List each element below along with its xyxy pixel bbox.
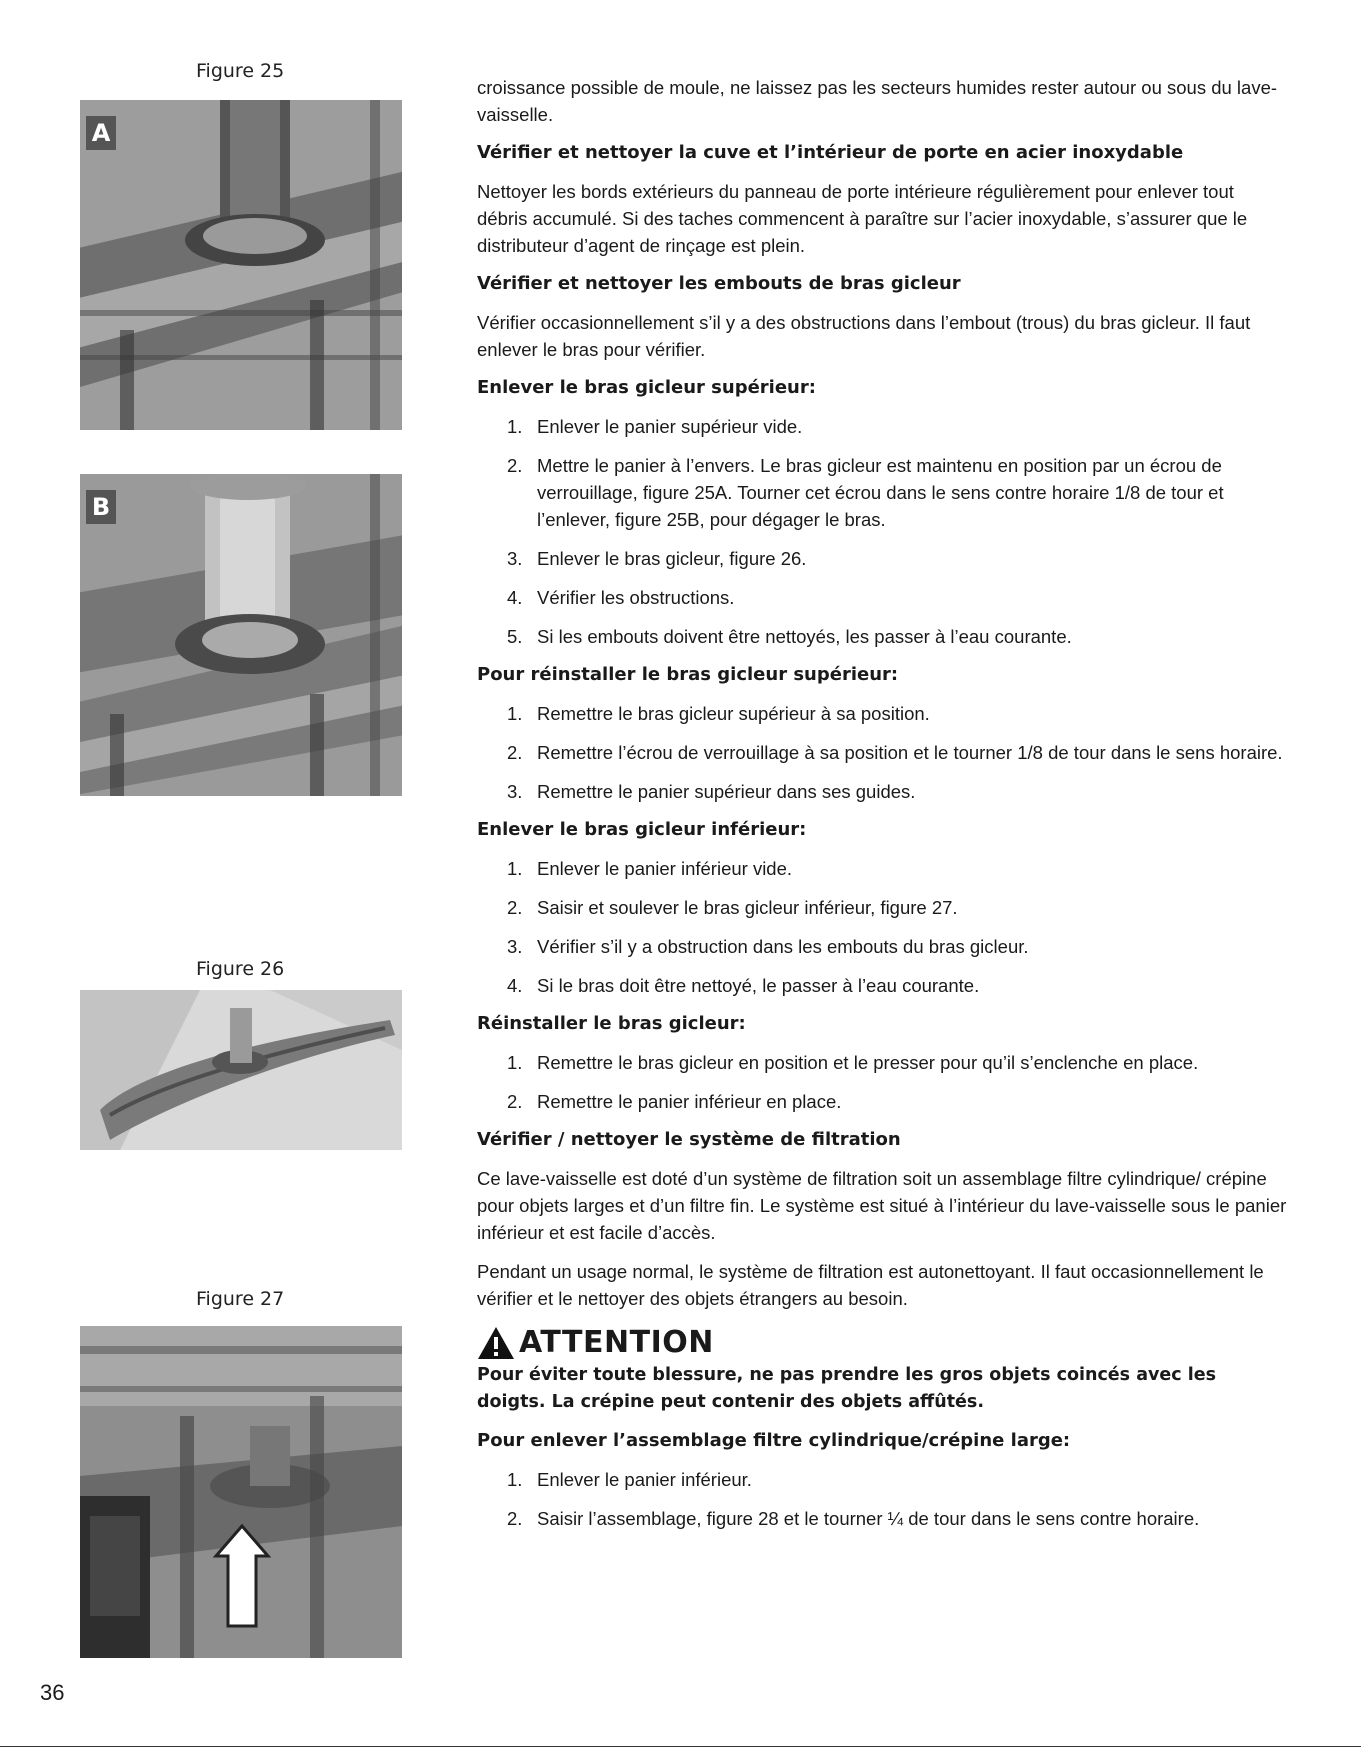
list-item: [477, 1049, 1287, 1076]
list-item: [477, 855, 1287, 882]
heading-embouts: Vérifier et nettoyer les embouts de bras gicleur: [477, 273, 961, 294]
step-text: Enlever le panier inférieur vide.: [537, 858, 793, 879]
step-number: 2.: [507, 1508, 523, 1529]
paragraph-embouts: Vérifier occasionnellement s’il y a des obstructions dans l’embout (trous) du bras gicleur. Il faut enlever le bras pour vérifier.: [477, 312, 1251, 360]
list-item: [477, 1088, 1287, 1115]
list-item: [477, 1505, 1287, 1532]
figure-25b-photo: [80, 474, 402, 796]
figure-27-photo: [80, 1326, 402, 1658]
intro-paragraph: croissance possible de moule, ne laissez pas les secteurs humides rester autour ou sous du lave-vaisselle.: [477, 77, 1278, 125]
paragraph-cuve-inox: Nettoyer les bords extérieurs du panneau de porte intérieure régulièrement pour enlever tout débris accumulé. Si des taches commencent à paraître sur l’acier inoxydable, s’assurer que le distributeur d’agent de rinçage est plein.: [477, 181, 1248, 256]
step-text: Remettre l’écrou de verrouillage à sa position et le tourner 1/8 de tour dans le sens horaire.: [537, 742, 1283, 763]
figure-26-photo: [80, 990, 402, 1150]
figure-25b-letter: B: [86, 490, 116, 524]
heading-filtration: Vérifier / nettoyer le système de filtration: [477, 1129, 901, 1150]
warning-triangle-icon: [477, 1326, 515, 1360]
attention-title: ATTENTION: [519, 1325, 714, 1360]
list-item: [477, 584, 1287, 611]
list-item: [477, 933, 1287, 960]
step-text: Remettre le bras gicleur supérieur à sa position.: [537, 703, 930, 724]
attention-text: Pour éviter toute blessure, ne pas prendre les gros objets coincés avec les doigts. La crépine peut contenir des objets affûtés.: [477, 1365, 1217, 1412]
heading-reinstaller-bras: Réinstaller le bras gicleur:: [477, 1013, 746, 1034]
step-text: Remettre le panier supérieur dans ses guides.: [537, 781, 916, 802]
step-text: Si le bras doit être nettoyé, le passer à l’eau courante.: [537, 975, 980, 996]
list-item: [477, 452, 1287, 533]
step-number: 3.: [507, 548, 523, 569]
heading-cuve-inox: Vérifier et nettoyer la cuve et l’intérieur de porte en acier inoxydable: [477, 142, 1184, 163]
list-item: [477, 545, 1287, 572]
page-number: 36: [40, 1680, 65, 1705]
list-item: [477, 1466, 1287, 1493]
step-text: Saisir et soulever le bras gicleur inférieur, figure 27.: [537, 897, 958, 918]
step-text: Enlever le bras gicleur, figure 26.: [537, 548, 807, 569]
list-item: [477, 972, 1287, 999]
attention-heading: [477, 1324, 1287, 1362]
steps-reinstaller-bras: [477, 1049, 1287, 1115]
step-text: Vérifier s’il y a obstruction dans les embouts du bras gicleur.: [537, 936, 1029, 957]
heading-enlever-filtre: Pour enlever l’assemblage filtre cylindrique/crépine large:: [477, 1430, 1071, 1451]
steps-reinstaller-superieur: [477, 700, 1287, 805]
list-item: [477, 894, 1287, 921]
step-number: 2.: [507, 455, 523, 476]
figure-26-label: Figure 26: [196, 958, 285, 980]
figure-25a-letter: A: [86, 116, 116, 150]
step-number: 1.: [507, 1052, 523, 1073]
step-text: Remettre le panier inférieur en place.: [537, 1091, 842, 1112]
step-number: 4.: [507, 975, 523, 996]
list-item: [477, 700, 1287, 727]
list-item: [477, 739, 1287, 766]
list-item: [477, 413, 1287, 440]
step-number: 4.: [507, 587, 523, 608]
step-text: Enlever le panier inférieur.: [537, 1469, 752, 1490]
main-text-column: [477, 74, 1287, 1544]
heading-reinstaller-superieur: Pour réinstaller le bras gicleur supérieur:: [477, 664, 899, 685]
step-number: 2.: [507, 742, 523, 763]
list-item: [477, 778, 1287, 805]
figure-25a-photo: [80, 100, 402, 430]
step-number: 2.: [507, 1091, 523, 1112]
step-text: Saisir l’assemblage, figure 28 et le tourner ¼ de tour dans le sens contre horaire.: [537, 1508, 1200, 1529]
step-text: Mettre le panier à l’envers. Le bras gicleur est maintenu en position par un écrou de verrouillage, figure 25A. Tourner cet écrou dans le sens contre horaire 1/8 de tour et l’enlever, figure 25B, pour dégager le bras.: [537, 455, 1224, 530]
step-number: 1.: [507, 858, 523, 879]
step-text: Enlever le panier supérieur vide.: [537, 416, 803, 437]
footer-rule: [0, 1746, 1361, 1747]
steps-enlever-superieur: [477, 413, 1287, 650]
heading-enlever-superieur: Enlever le bras gicleur supérieur:: [477, 377, 816, 398]
step-number: 1.: [507, 416, 523, 437]
step-number: 1.: [507, 703, 523, 724]
step-number: 2.: [507, 897, 523, 918]
figure-25-label: Figure 25: [196, 60, 285, 82]
step-number: 3.: [507, 781, 523, 802]
list-item: [477, 623, 1287, 650]
step-text: Vérifier les obstructions.: [537, 587, 735, 608]
paragraph-filtration-1: Ce lave-vaisselle est doté d’un système de filtration soit un assemblage filtre cylindrique/ crépine pour objets larges et d’un filtre fin. Le système est situé à l’intérieur du lave-vaisselle sous le panier inférieur et est facile d’accès.: [477, 1168, 1287, 1243]
step-number: 5.: [507, 626, 523, 647]
heading-enlever-inferieur: Enlever le bras gicleur inférieur:: [477, 819, 807, 840]
figure-27-label: Figure 27: [196, 1288, 285, 1310]
step-text: Remettre le bras gicleur en position et le presser pour qu’il s’enclenche en place.: [537, 1052, 1199, 1073]
steps-enlever-inferieur: [477, 855, 1287, 999]
step-text: Si les embouts doivent être nettoyés, les passer à l’eau courante.: [537, 626, 1072, 647]
step-number: 1.: [507, 1469, 523, 1490]
paragraph-filtration-2: Pendant un usage normal, le système de filtration est autonettoyant. Il faut occasionnellement le vérifier et le nettoyer des objets étrangers au besoin.: [477, 1261, 1264, 1309]
step-number: 3.: [507, 936, 523, 957]
steps-enlever-filtre: [477, 1466, 1287, 1532]
